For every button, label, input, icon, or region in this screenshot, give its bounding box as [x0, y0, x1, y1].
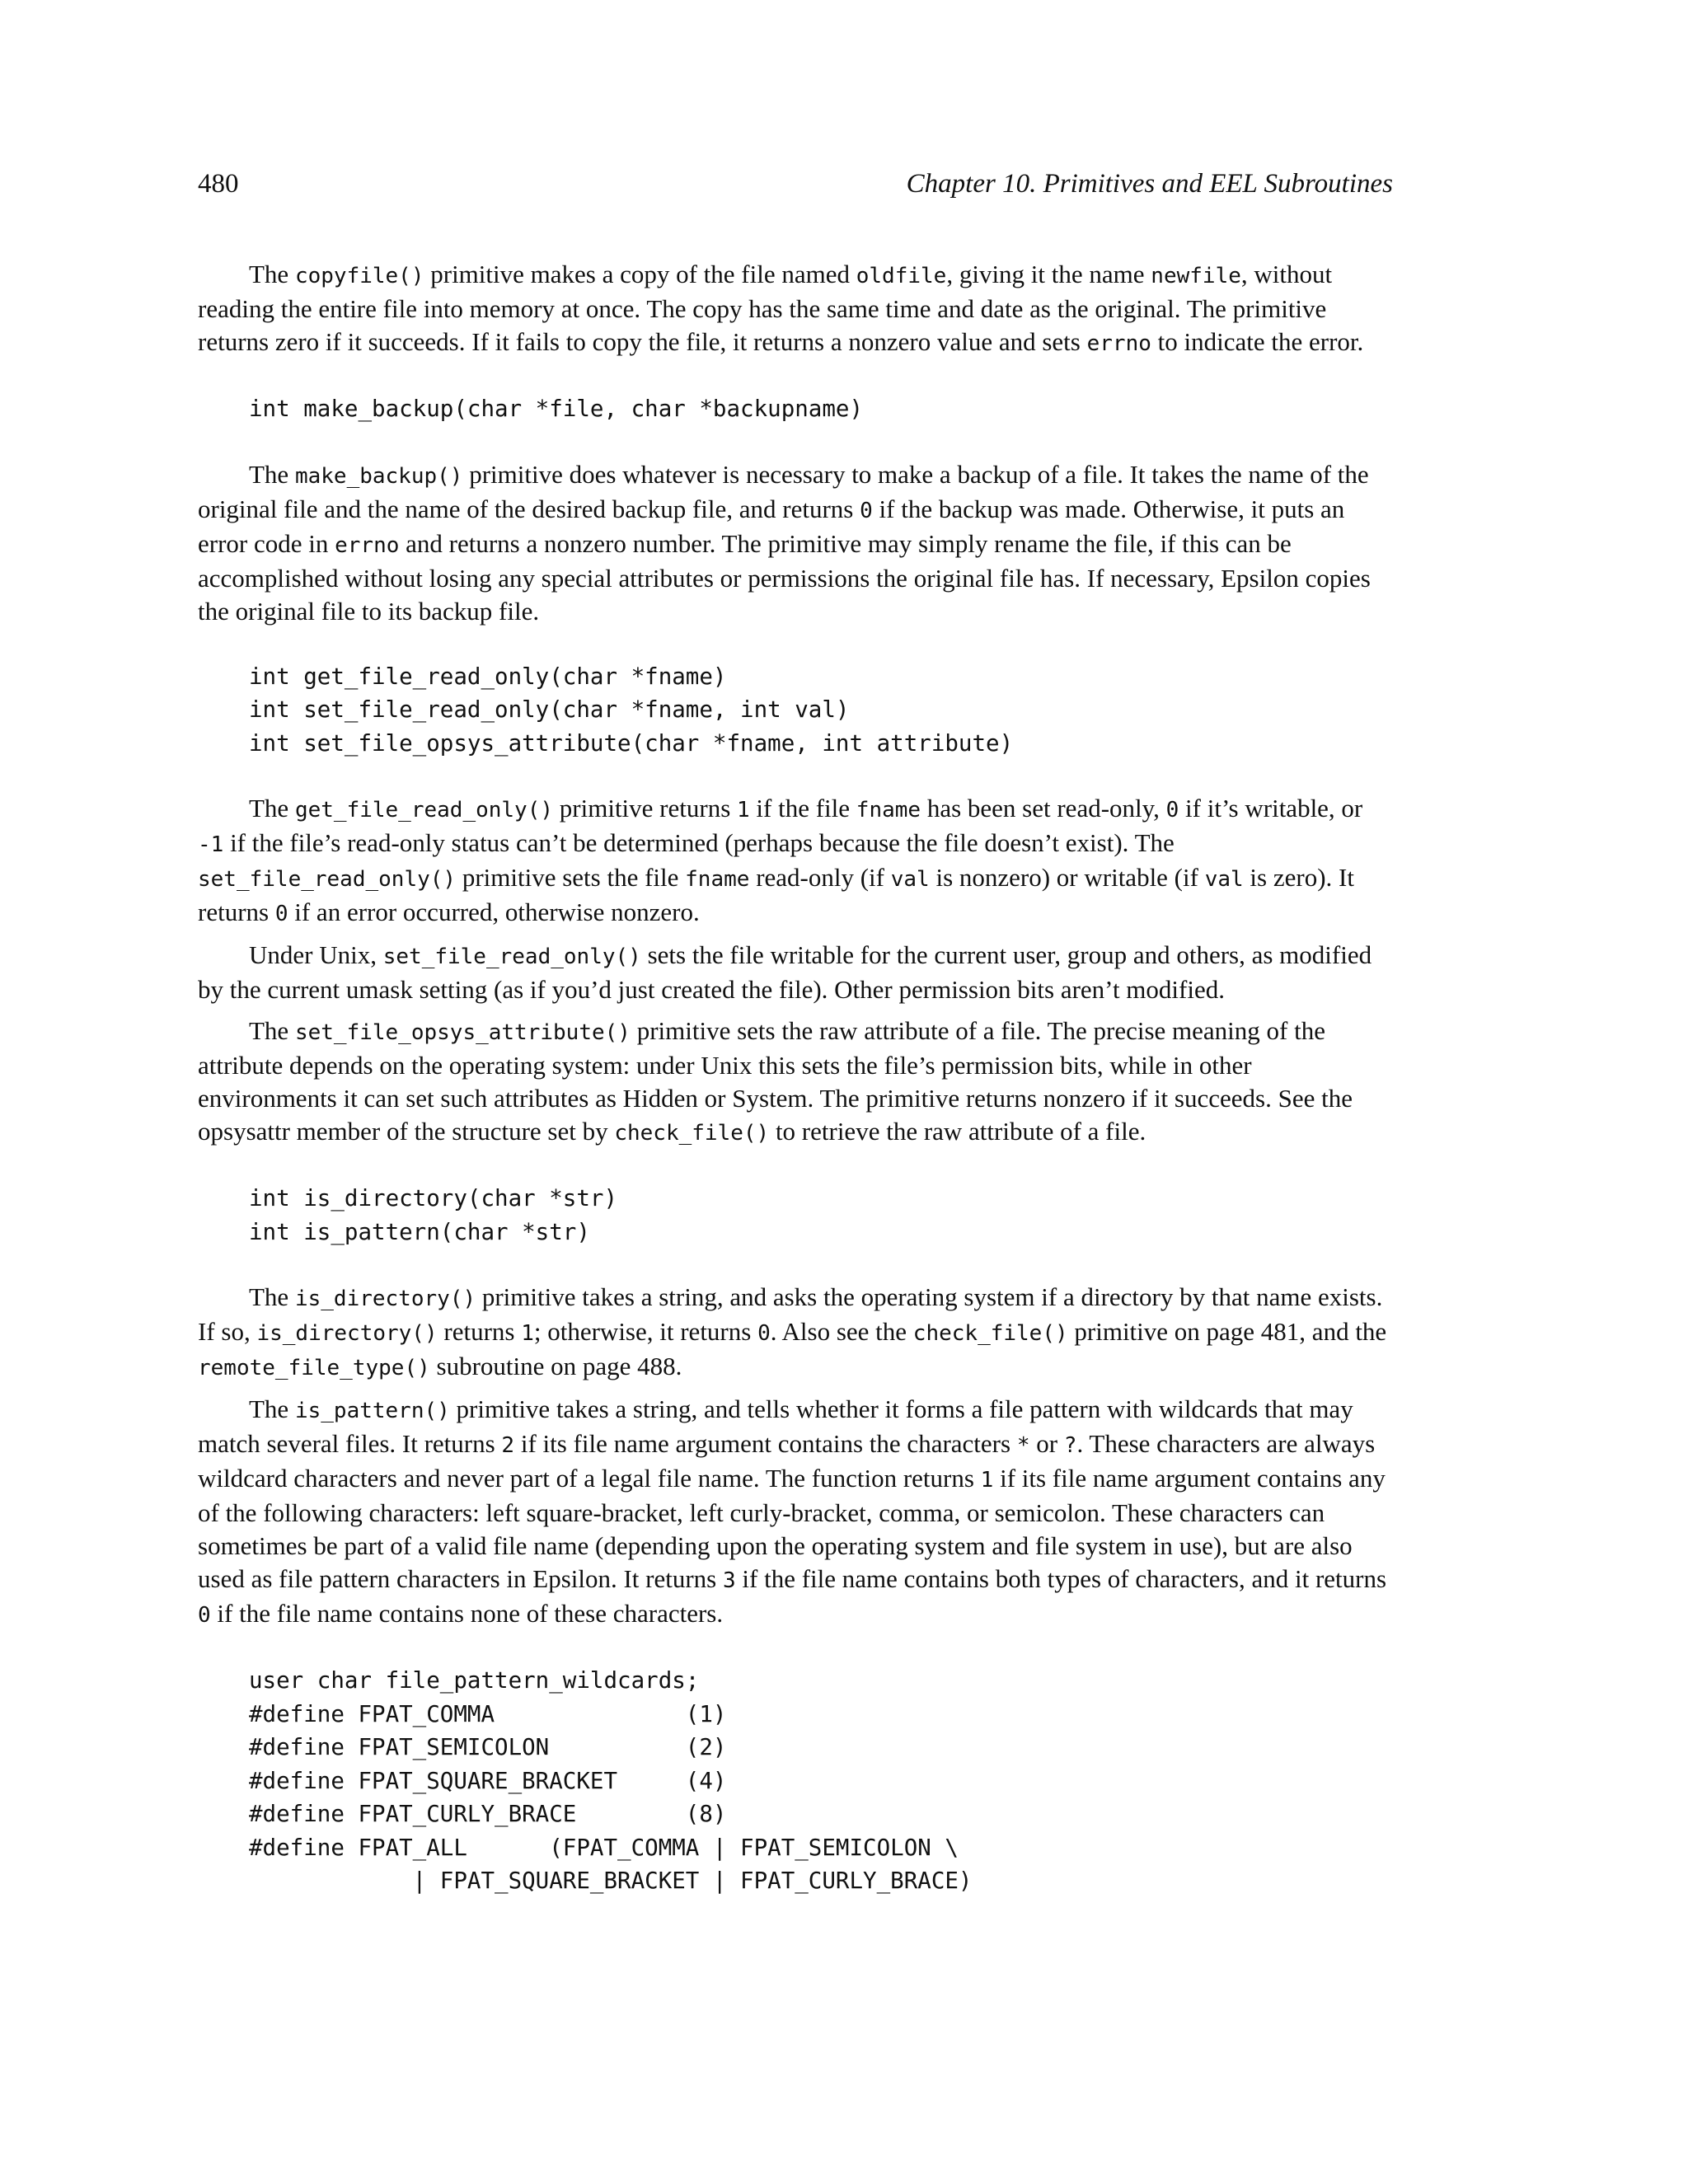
code-get-file-read-only: get_file_read_only() [294, 798, 554, 823]
code-check-file: check_file() [912, 1321, 1068, 1346]
paragraph-make-backup [198, 458, 1393, 628]
text-run: primitive sets the raw attribute of a file. The precise meaning of the attribute depends on the operating system: under Unix this sets the file’s permission bits, while in other environments it can set such attributes as Hidden or System. The primitive returns nonzero if it succeeds. See the opsysattr member of the structure set by [198, 1016, 1353, 1146]
text-run: ; otherwise, it returns [533, 1317, 758, 1346]
paragraph-copyfile [198, 258, 1393, 360]
text-run: to indicate the error. [1151, 327, 1364, 356]
text-run: if the file’s read-only status can’t be determined (perhaps because the file doesn’t exist). The [223, 828, 1175, 857]
code-copyfile: copyfile() [294, 264, 424, 288]
code-set-file-opsys-attribute: set_file_opsys_attribute() [294, 1020, 631, 1045]
code-errno: errno [335, 532, 400, 558]
code-zero: 0 [860, 498, 873, 523]
text-run: if the file name contains both types of characters, and it returns [735, 1564, 1387, 1593]
code-val: val [890, 867, 930, 892]
text-run: primitive sets the file [456, 863, 686, 892]
paragraph-read-only [198, 792, 1393, 930]
code-make-backup-name: make_backup() [294, 463, 463, 489]
code-zero: 0 [757, 1321, 771, 1346]
code-errno: errno [1086, 331, 1151, 356]
text-run: is nonzero) or writable (if [929, 863, 1205, 892]
code-one: 1 [521, 1321, 534, 1346]
code-is-directory: is_directory() [294, 1286, 476, 1311]
text-run: , without reading the entire file into memory at once. The copy has the same time and date as the original. The primitive returns zero if it succeeds. If it fails to copy the file, it returns a nonzero value and sets [198, 260, 1333, 356]
text-run: and returns a nonzero number. The primitive may simply rename the file, if this can be accomplished without losing any special attributes or permissions the original file has. If necessary, Epsilon copies the original file to its backup file. [198, 528, 1371, 626]
text-run: primitive takes a string, and asks the operating system if a directory by that name exists. If so, [198, 1282, 1383, 1346]
code-newfile: newfile [1151, 264, 1241, 288]
paragraph-opsys-attribute [198, 1015, 1393, 1150]
code-asterisk: * [1016, 1433, 1030, 1458]
text-run: . Also see the [770, 1317, 913, 1346]
text-run: if the file [749, 794, 856, 823]
code-fname: fname [856, 798, 921, 823]
paragraph-is-pattern [198, 1393, 1393, 1632]
running-head: Chapter 10. Primitives and EEL Subroutines [906, 169, 1393, 199]
text-run: if its file name argument contains any of the following characters: left square-bracket, left curly-bracket, comma, or semicolon. These characters can sometimes be part of a valid file name (depending upon the operating system and file system in use), but are also used as file pattern characters in Epsilon. It returns [198, 1464, 1386, 1593]
text-run: primitive returns [553, 794, 738, 823]
text-run: if its file name argument contains the characters [514, 1429, 1017, 1458]
text-run: . These characters are always wildcard characters and never part of a legal file name. The function returns [198, 1429, 1376, 1493]
text-run: The [249, 1016, 295, 1045]
code-fname: fname [685, 867, 750, 892]
code-is-directory: is_directory() [256, 1321, 438, 1346]
code-question-mark: ? [1063, 1433, 1077, 1458]
code-make-backup: int make_backup(char *file, char *backupname) [249, 396, 864, 422]
code-minus-one: -1 [198, 832, 224, 857]
paragraph-is-directory [198, 1281, 1393, 1385]
text-run: has been set read-only, [921, 794, 1166, 823]
text-run: The [249, 1282, 295, 1311]
page-header [198, 169, 1393, 215]
code-directory: int is_directory(char *str) int is_pattern(char *str) [249, 1185, 618, 1245]
text-run: subroutine on page 488. [429, 1352, 682, 1380]
code-oldfile: oldfile [856, 264, 947, 288]
page-body [198, 258, 1393, 1898]
code-val: val [1204, 867, 1244, 892]
text-run: or [1029, 1429, 1064, 1458]
code-zero: 0 [1165, 798, 1179, 823]
code-remote-file-type: remote_file_type() [198, 1356, 430, 1380]
text-run: if an error occurred, otherwise nonzero. [288, 898, 700, 926]
text-run: sets the file writable for the current user, group and others, as modified by the current umask setting (as if you’d just created the file). Other permission bits aren’t modified. [198, 940, 1372, 1004]
text-run: if the file name contains none of these characters. [210, 1599, 724, 1628]
code-one: 1 [737, 798, 750, 823]
code-one: 1 [980, 1468, 994, 1493]
text-run: primitive takes a string, and tells whether it forms a file pattern with wildcards that may match several files. It returns [198, 1394, 1353, 1458]
text-run: primitive does whatever is necessary to make a backup of a file. It takes the name of the original file and the name of the desired backup file, and returns [198, 459, 1369, 523]
text-run: Under Unix, [249, 940, 383, 969]
code-check-file: check_file() [614, 1121, 770, 1146]
code-file-pattern-wildcards: user char file_pattern_wildcards; #define FPAT_COMMA (1) #define FPAT_SEMICOLON (2) #define FPAT_SQUARE_BRACKET (4) #define FPAT_CURLY_BRACE (8) #define FPAT_ALL (FPAT_COMMA | FPAT_SEMICOLON \ | FPAT_SQUARE_BRACKET | FPAT_CURLY_BRACE) [249, 1667, 973, 1894]
text-run: , giving it the name [946, 260, 1151, 288]
code-set-file-read-only: set_file_read_only() [382, 944, 641, 969]
code-zero: 0 [198, 1603, 211, 1628]
text-run: primitive on page 481, and the [1067, 1317, 1387, 1346]
page-number: 480 [198, 169, 239, 199]
text-run: The [249, 260, 295, 288]
text-run: The [249, 794, 295, 823]
text-run: primitive makes a copy of the file named [424, 260, 856, 288]
code-is-pattern: is_pattern() [294, 1399, 450, 1423]
text-run: to retrieve the raw attribute of a file. [769, 1117, 1146, 1146]
text-run: The [249, 459, 295, 489]
text-run: The [249, 1394, 295, 1423]
paragraph-unix [198, 939, 1393, 1006]
code-zero: 0 [274, 902, 288, 926]
text-run: if the backup was made. Otherwise, it puts an error code in [198, 494, 1345, 558]
document-page [198, 169, 1393, 1898]
text-run: read-only (if [749, 863, 891, 892]
text-run: if it’s writable, or [1179, 794, 1363, 823]
text-run: is zero). It returns [198, 863, 1354, 926]
code-read-only: int get_file_read_only(char *fname) int set_file_read_only(char *fname, int val) int set_file_opsys_attribute(char *fname, int attribute) [249, 663, 1014, 757]
text-run: returns [437, 1317, 522, 1346]
code-three: 3 [723, 1568, 736, 1593]
code-two: 2 [501, 1433, 515, 1458]
code-set-file-read-only: set_file_read_only() [198, 867, 457, 892]
